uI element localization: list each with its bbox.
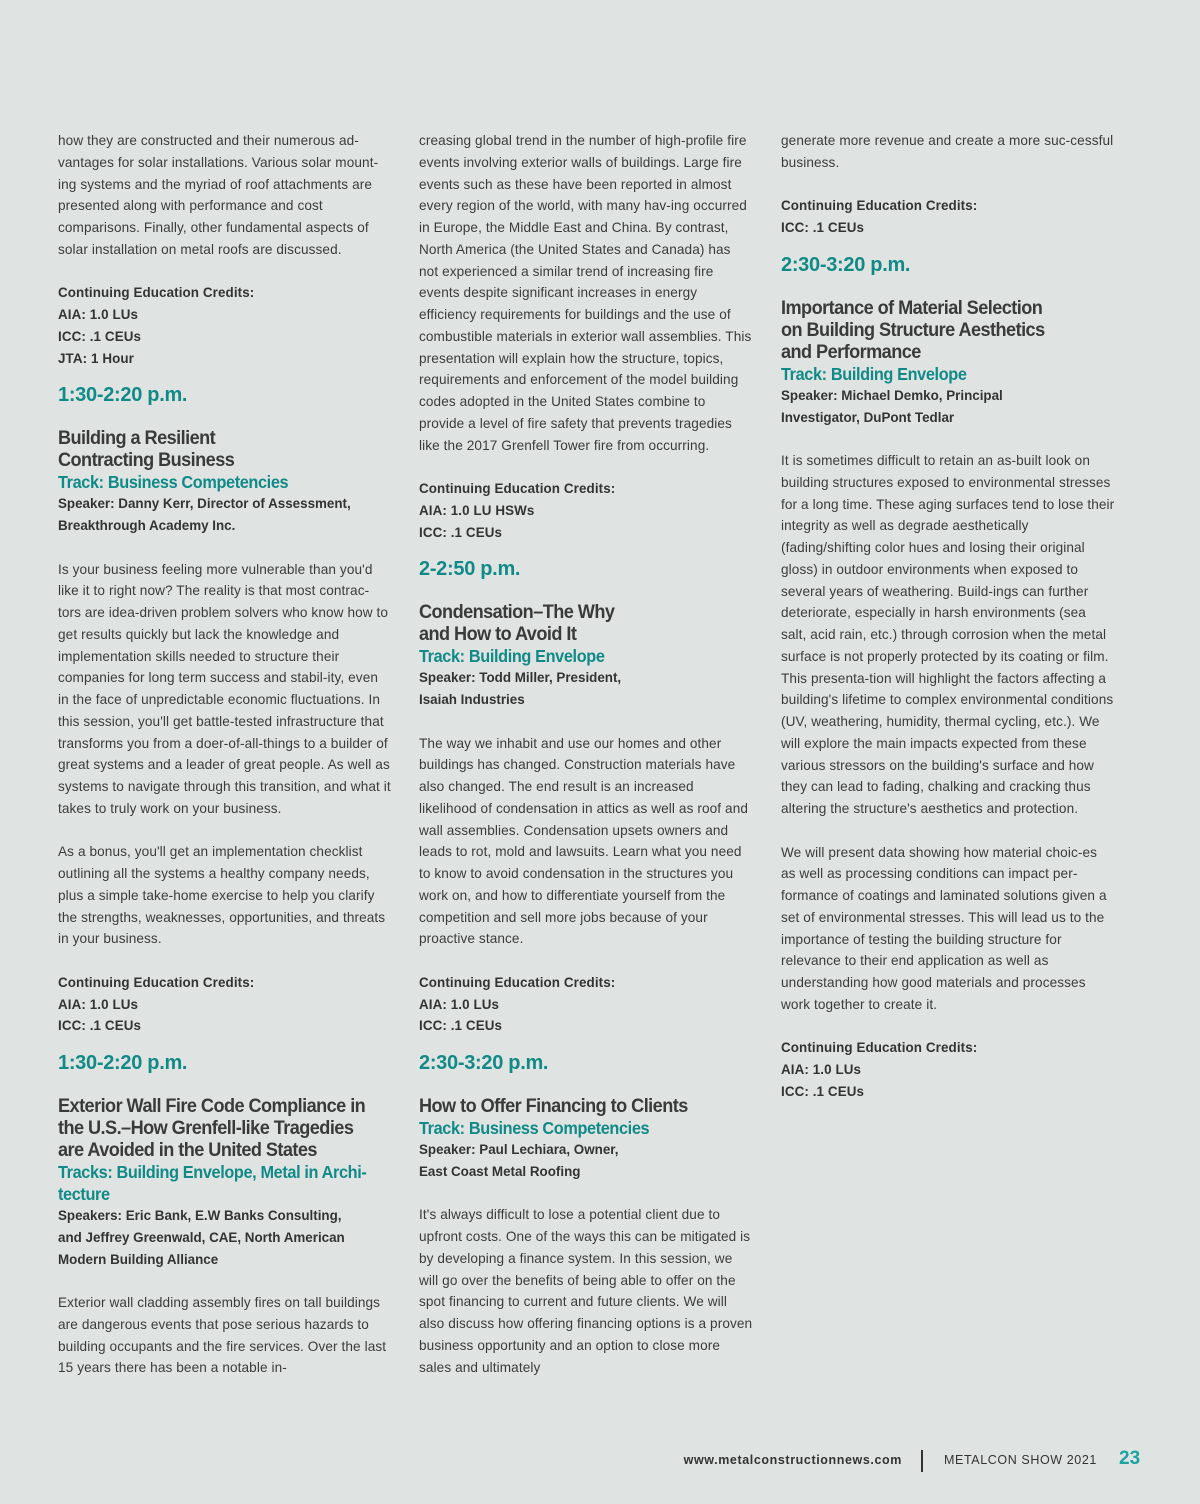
credits-block bbox=[419, 478, 753, 543]
credit-line: AIA: 1.0 LU HSWs bbox=[419, 502, 535, 518]
speaker-line: Speaker: Michael Demko, Principal bbox=[781, 387, 1003, 403]
credits-block bbox=[419, 972, 753, 1037]
credit-line: ICC: .1 CEUs bbox=[419, 1018, 503, 1034]
session-title-line: Importance of Material Selection bbox=[781, 296, 1043, 319]
credit-line: ICC: .1 CEUs bbox=[58, 1018, 142, 1034]
speaker-line: Isaiah Industries bbox=[419, 692, 525, 707]
credits-heading: Continuing Education Credits: bbox=[58, 974, 255, 990]
speaker-line: Breakthrough Academy Inc. bbox=[58, 518, 236, 533]
session-title-line: Contracting Business bbox=[58, 449, 235, 472]
session-title bbox=[419, 601, 754, 645]
session-title-line: How to Offer Financing to Clients bbox=[419, 1095, 688, 1117]
session-description: As a bonus, you'll get an implementation checklist outlining all the systems a healthy company needs, plus a simple take-home exercise to help you clarify the strengths, weaknesses, opportunities, and threats in your business. bbox=[58, 844, 386, 947]
session-time: 1:30-2:20 p.m. bbox=[58, 1052, 188, 1074]
track-line: Tracks: Building Envelope, Metal in Archi- bbox=[58, 1162, 367, 1182]
credits-block bbox=[58, 972, 392, 1037]
speaker-line: Modern Building Alliance bbox=[58, 1251, 219, 1267]
session-speaker bbox=[419, 1139, 753, 1183]
page-number: 23 bbox=[1119, 1448, 1141, 1469]
session-track: Track: Business Competencies bbox=[58, 472, 289, 493]
speaker-line: Speaker: Todd Miller, President, bbox=[419, 670, 622, 686]
credits-block bbox=[781, 1037, 1115, 1102]
session-title-line: Condensation–The Why bbox=[419, 601, 615, 624]
session-speaker bbox=[58, 1205, 392, 1270]
session-time: 2-2:50 p.m. bbox=[419, 558, 521, 581]
session-title bbox=[58, 427, 393, 471]
intro-paragraph: creasing global trend in the number of high-profile fire events involving exterior walls of buildings. Large fire events such as these have been reported in almost every region of the world, with many hav-ing occurred in Europe, the Middle East and China. By contrast, North America (the United States and Canada) has not experienced a similar trend of increasing fire events despite significant increases in energy efficiency requirements for buildings and the use of combustible materials in exterior wall assemblies. This presentation will explain how the structure, topics, requirements and enforcement of the model building codes adopted in the United States combine to provide a level of fire safety that prevents tragedies like the 2017 Grenfell Tower fire from occurring. bbox=[419, 133, 752, 453]
credits-heading: Continuing Education Credits: bbox=[58, 285, 255, 301]
session-title bbox=[58, 1095, 393, 1161]
session-title bbox=[419, 1095, 754, 1117]
session-track: Track: Business Competencies bbox=[419, 1118, 650, 1138]
credit-line: JTA: 1 Hour bbox=[58, 350, 134, 366]
session-title bbox=[781, 297, 1116, 363]
session-title-line: and Performance bbox=[781, 340, 921, 363]
session-title-line: Building a Resilient bbox=[58, 427, 216, 450]
session-description: The way we inhabit and use our homes and other buildings has changed. Construction materials have also changed. The end result is an increased likelihood of condensation in attics as well as roof and wall assemblies. Condensation upsets owners and leads to rot, mold and lawsuits. Learn what you need to know to avoid condensation in the structures you work on, and how to differentiate yourself from the competition and sell more jobs because of your proactive stance. bbox=[419, 735, 749, 947]
speaker-line: Investigator, DuPont Tedlar bbox=[781, 409, 955, 425]
credit-line: AIA: 1.0 LUs bbox=[58, 996, 139, 1012]
session-track: Track: Building Envelope bbox=[781, 363, 967, 384]
credit-line: AIA: 1.0 LUs bbox=[419, 996, 500, 1012]
speaker-line: Speaker: Paul Lechiara, Owner, bbox=[419, 1142, 619, 1157]
page-footer bbox=[0, 1448, 1200, 1474]
footer-publication: METALCON SHOW 2021 bbox=[944, 1453, 1097, 1467]
session-time: 2:30-3:20 p.m. bbox=[419, 1052, 549, 1074]
credits-heading: Continuing Education Credits: bbox=[419, 481, 616, 496]
session-title-line: on Building Structure Aesthetics bbox=[781, 318, 1045, 341]
session-description: It is sometimes difficult to retain an as-built look on building structures exposed to environmental stresses for a long time. These aging surfaces tend to lose their integrity as well as degrade aesthetically (fading/shifting color hues and losing their original gloss) in outdoor environments when exposed to several years of weathering. Build-ings can further deteriorate, especially in harsh environments (sea salt, acid rain, etc.) through corrosion when the metal surface is not properly protected by its coating or film. This presenta-tion will highlight the factors affecting a building's lifetime to complex environmental conditions (UV, weathering, humidity, thermal cycling, etc.). We will explore the main impacts expected from these various stressors on the building's surface and how they can lead to fading, chalking and cracking thus altering the structure's aesthetics and protection. bbox=[781, 453, 1115, 816]
speaker-line: Speaker: Danny Kerr, Director of Assessment, bbox=[58, 496, 351, 512]
intro-paragraph: how they are constructed and their numerous ad-vantages for solar installations. Various solar mount-ing systems and the myriad of roof attachments are presented along with performance and cost comparisons. Finally, other fundamental aspects of solar installation on metal roofs are discussed. bbox=[58, 133, 379, 257]
session-title-line: are Avoided in the United States bbox=[58, 1139, 317, 1161]
column-2 bbox=[419, 130, 753, 1400]
credits-heading: Continuing Education Credits: bbox=[781, 1040, 978, 1056]
credit-line: ICC: .1 CEUs bbox=[781, 1083, 865, 1099]
credit-line: AIA: 1.0 LUs bbox=[781, 1062, 862, 1077]
speaker-line: East Coast Metal Roofing bbox=[419, 1163, 581, 1179]
credits-heading: Continuing Education Credits: bbox=[419, 974, 616, 990]
session-description: Is your business feeling more vulnerable than you'd like it to right now? The reality is that most contrac-tors are idea-driven problem solvers who know how to get results quickly but lack the knowledge and implementation skills needed to structure their companies for long term success and stabil-ity, even in the face of unpredictable economic fluctuations. In this session, you'll get battle-tested infrastructure that transforms you from a doer-of-all-things to a builder of great systems and a leader of great people. As well as systems to navigate through this transition, and what it takes to truly work on your business. bbox=[58, 561, 391, 816]
credits-heading: Continuing Education Credits: bbox=[781, 198, 978, 214]
session-description: It's always difficult to lose a potential client due to upfront costs. One of the ways this can be mitigated is by developing a finance system. In this session, we will go over the benefits of being able to offer on the spot financing to current and future clients. We will also discuss how offering financing options is a proven business opportunity and an option to close more sales and ultimately bbox=[419, 1207, 753, 1375]
session-track: Track: Building Envelope bbox=[419, 646, 605, 667]
footer-url-link[interactable]: www.metalconstructionnews.com bbox=[683, 1453, 902, 1467]
intro-paragraph: generate more revenue and create a more suc-cessful business. bbox=[781, 133, 1114, 170]
session-title-line: and How to Avoid It bbox=[419, 623, 577, 646]
track-line: tecture bbox=[58, 1184, 110, 1204]
credits-block bbox=[58, 282, 392, 369]
session-title-line: Exterior Wall Fire Code Compliance in bbox=[58, 1095, 366, 1117]
session-description: Exterior wall cladding assembly fires on tall buildings are dangerous events that pose serious hazards to building occupants and the fire services. Over the last 15 years there has been a notable in- bbox=[58, 1295, 387, 1376]
session-track bbox=[58, 1161, 393, 1205]
credits-block bbox=[781, 195, 1115, 239]
session-speaker bbox=[781, 385, 1115, 429]
column-1 bbox=[58, 130, 392, 1401]
footer-divider bbox=[921, 1450, 923, 1472]
speaker-line: Speakers: Eric Bank, E.W Banks Consulting, bbox=[58, 1208, 342, 1223]
column-3 bbox=[781, 130, 1115, 1117]
session-time: 2:30-3:20 p.m. bbox=[781, 253, 911, 276]
credit-line: ICC: .1 CEUs bbox=[781, 220, 865, 235]
session-speaker bbox=[419, 667, 753, 711]
speaker-line: and Jeffrey Greenwald, CAE, North American bbox=[58, 1229, 345, 1245]
session-description: We will present data showing how material choic-es as well as processing conditions can impact per-formance of coatings and laminated solutions given a set of environmental stresses. This will lead us to the importance of testing the building structure for relevance to their end application as well as understanding how good materials and processes work together to create it. bbox=[781, 844, 1107, 1012]
credit-line: AIA: 1.0 LUs bbox=[58, 307, 139, 322]
credit-line: ICC: .1 CEUs bbox=[419, 524, 503, 540]
credit-line: ICC: .1 CEUs bbox=[58, 328, 142, 344]
session-title-line: the U.S.–How Grenfell-like Tragedies bbox=[58, 1117, 354, 1139]
session-time: 1:30-2:20 p.m. bbox=[58, 384, 188, 407]
session-speaker bbox=[58, 493, 392, 537]
